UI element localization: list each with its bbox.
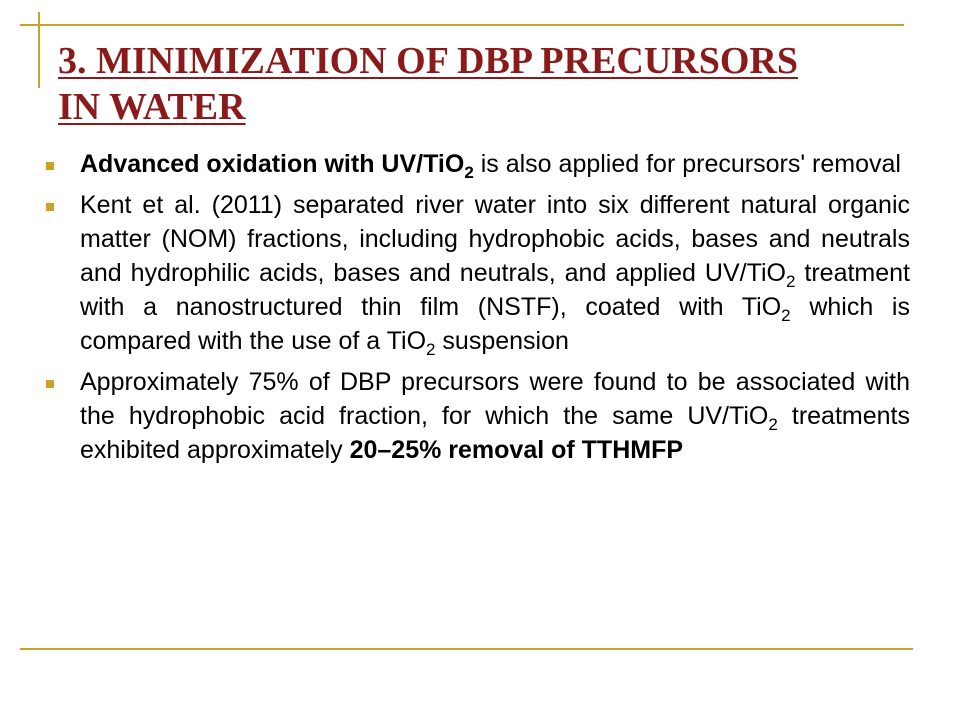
bottom-divider <box>20 648 913 650</box>
slide-title <box>58 38 918 130</box>
bullet-text: Approximately 75% of DBP precursors were found to be associated with the hydrophobic acid fraction, for which the same UV/TiO$_2$ treatments exhibited approximately 20–25% removal of TTHMFP <box>80 368 910 464</box>
bullet-text: Kent et al. (2011) separated river water into six different natural organic matter (NOM) fractions, including hydrophobic acids, bases and neutrals and hydrophilic acids, bases and neutrals, and applied UV/TiO$_2$ treatment with a nanostructured thin film (NSTF), coated with TiO$_2$ which is compared with the use of a TiO$_2$ suspension <box>80 191 910 359</box>
bullet-list <box>0 147 960 474</box>
bullet-item <box>0 147 960 181</box>
slide-title-line-1: 3. MINIMIZATION OF DBP PRECURSORS <box>58 40 798 82</box>
top-divider <box>20 24 904 26</box>
bullet-item <box>0 188 960 358</box>
left-accent-line <box>38 12 40 88</box>
slide-title-line-2: IN WATER <box>58 86 246 128</box>
square-bullet-icon <box>46 162 54 170</box>
bullet-text: Advanced oxidation with UV/TiO$_2$ is also applied for precursors' removal <box>80 150 901 182</box>
square-bullet-icon <box>46 380 54 388</box>
square-bullet-icon <box>46 203 54 211</box>
bullet-item <box>0 365 960 467</box>
